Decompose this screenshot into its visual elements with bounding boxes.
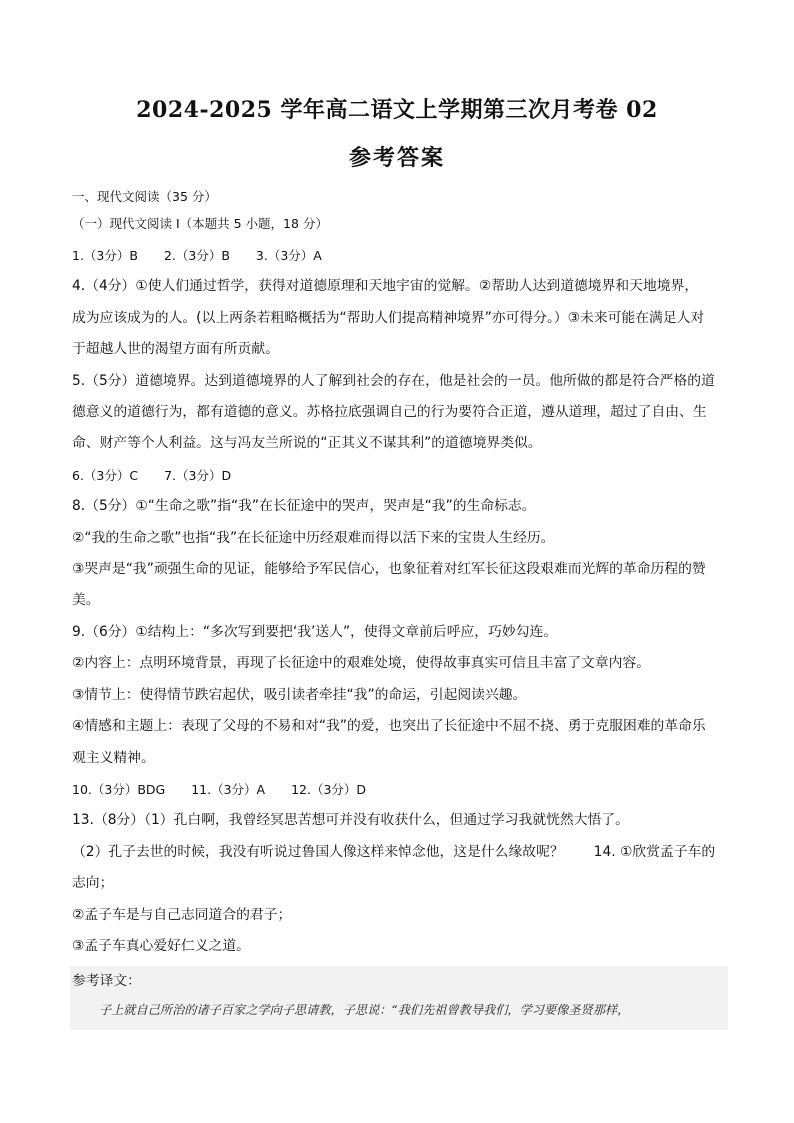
answer-9-line-1: ①结构上：“多次写到要把‘我’送人”，使得文章前后呼应，巧妙勾连。 xyxy=(135,623,558,640)
answer-line-1-3 xyxy=(72,240,724,271)
answer-14-line-1: 志向； xyxy=(72,875,114,892)
section-sub-heading: （一）现代文阅读 I（本题共 5 小题，18 分） xyxy=(72,216,328,231)
answer-3: 3.（3分）A xyxy=(255,248,322,263)
answer-9-line-5: 观主义精神。 xyxy=(72,749,155,766)
answer-10: 10.（3分）BDG xyxy=(72,781,166,797)
answer-9-line-3: ③情节上：使得情节跌宕起伏，吸引读者牵挂“我”的命运，引起阅读兴趣。 xyxy=(72,686,527,703)
answer-4-label: 4.（4分） xyxy=(72,278,136,295)
answer-4-line-1: ①使人们通过哲学，获得对道德原理和天地宇宙的觉解。②帮助人达到道德境界和天地境界， xyxy=(135,278,699,295)
answer-content xyxy=(72,182,724,1030)
answer-8-line-3: ③哭声是“我”顽强生命的见证，能够给予军民信心，也象征着对红军长征这段艰难而光辉的革命历程的赞 xyxy=(72,561,706,578)
answer-8-line-2: ②“我的生命之歌”也指“我”在长征途中历经艰难而得以活下来的宝贵人生经历。 xyxy=(72,529,555,546)
answer-6: 6.（3分）C xyxy=(72,467,139,483)
answer-11: 11.（3分）A xyxy=(191,781,266,797)
answer-9-label: 9.（6分） xyxy=(72,623,136,640)
answer-13-label: 13.（8分） xyxy=(72,812,145,829)
answer-8-line-4: 美。 xyxy=(72,592,100,609)
answer-8 xyxy=(72,491,724,522)
answer-9-line-4: ④情感和主题上：表现了父母的不易和对“我”的爱，也突出了长征途中不屈不挠、勇于克服困难的革命乐 xyxy=(72,718,706,735)
answer-5 xyxy=(72,366,724,397)
answer-5-line-2: 德意义的道德行为，都有道德的意义。苏格拉底强调自己的行为要符合正道，遵从道理，超过了自由、生 xyxy=(72,404,707,421)
answer-13-line-1: （1）孔白啊，我曾经冥思苦想可并没有收获什么，但通过学习我就恍然大悟了。 xyxy=(144,812,629,829)
answer-4 xyxy=(72,271,724,302)
answer-12: 12.（3分）D xyxy=(291,781,367,797)
answer-5-line-1: 道德境界。达到道德境界的人了解到社会的存在，他是社会的一员。他所做的都是符合严格的道 xyxy=(135,372,715,389)
answer-line-10-12 xyxy=(72,774,724,805)
answer-4-line-3: 于超越人世的渴望方面有所贡献。 xyxy=(72,341,279,358)
answer-9 xyxy=(72,617,724,648)
reference-translation-box xyxy=(70,966,728,1030)
answer-8-line-1: ①“生命之歌”指“我”在长征途中的哭声，哭声是“我”的生命标志。 xyxy=(135,498,536,515)
answer-14-inline: 14. ①欣赏孟子车的 xyxy=(593,843,716,860)
reference-text: 子上就自己所治的诸子百家之学向子思请教，子思说：“我们先祖曾教导我们，学习要像圣贤那样， xyxy=(99,1003,630,1018)
reference-title: 参考译文： xyxy=(72,973,141,990)
answer-13 xyxy=(72,805,724,836)
answer-2: 2.（3分）B xyxy=(163,248,230,263)
answer-line-6-7 xyxy=(72,460,724,491)
answer-13-line-2 xyxy=(72,837,724,868)
answer-14-line-2: ②孟子车是与自己志同道合的君子； xyxy=(72,906,292,923)
answer-4-line-2: 成为应该成为的人。(以上两条若粗略概括为“帮助人们提高精神境界”亦可得分。）③未来可能在满足人对 xyxy=(72,309,705,326)
answer-13-line-2-text: （2）孔子去世的时候，我没有听说过鲁国人像这样来悼念他，这是什么缘故呢？ xyxy=(72,843,564,860)
answer-14-line-3: ③孟子车真心爱好仁义之道。 xyxy=(72,937,250,954)
answer-9-line-2: ②内容上：点明环境背景，再现了长征途中的艰难处境，使得故事真实可信且丰富了文章内容。 xyxy=(72,655,651,672)
answer-7: 7.（3分）D xyxy=(164,467,232,483)
answer-1: 1.（3分）B xyxy=(72,248,138,263)
answer-8-label: 8.（5分） xyxy=(72,498,136,515)
section-heading: 一、现代文阅读（35 分） xyxy=(72,189,217,204)
page-title: 2024-2025 学年高二语文上学期第三次月考卷 02 xyxy=(136,97,658,123)
answer-5-line-3: 命、财产等个人利益。这与冯友兰所说的“正其义不谋其利”的道德境界类似。 xyxy=(72,435,542,452)
answer-5-label: 5.（5分） xyxy=(72,372,136,389)
page-subtitle: 参考答案 xyxy=(348,145,445,171)
